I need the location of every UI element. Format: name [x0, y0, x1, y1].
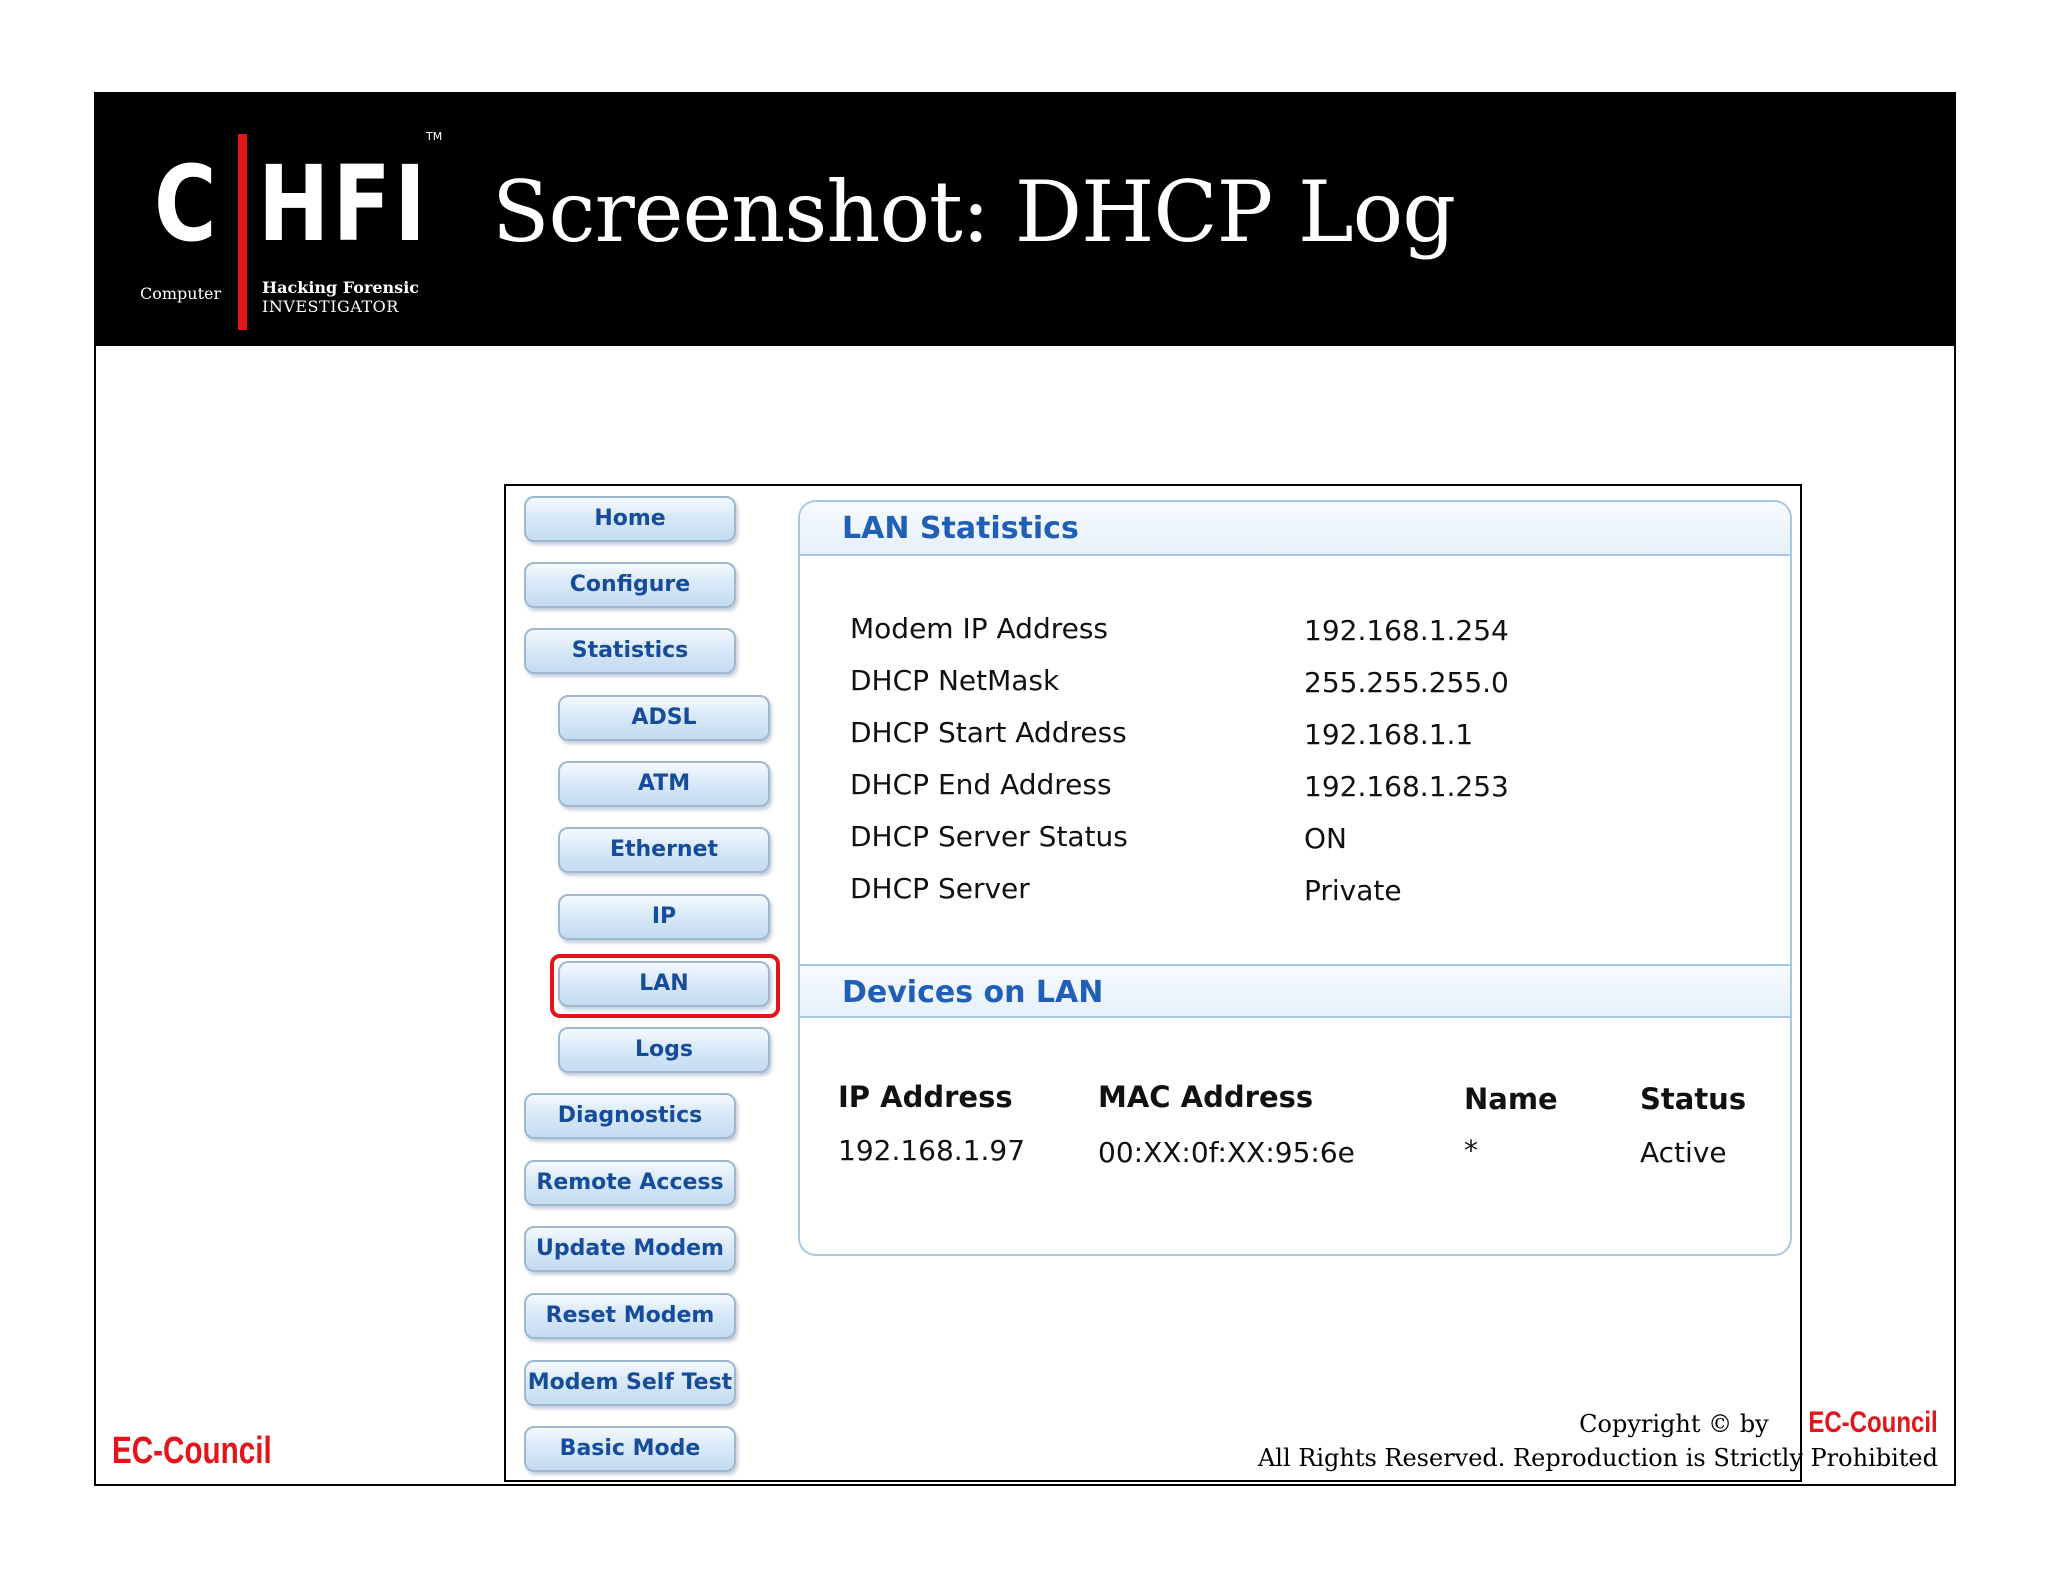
- stat-value: Private: [1304, 874, 1402, 907]
- page-title: Screenshot: DHCP Log: [492, 163, 1456, 261]
- logo-letters-hfi: HFI: [258, 143, 430, 265]
- stat-value: 192.168.1.253: [1304, 770, 1509, 803]
- device-mac-cell: 00:XX:0f:XX:95:6e: [1098, 1136, 1355, 1169]
- logo-red-bar: [238, 134, 247, 330]
- column-header-ip: IP Address: [838, 1080, 1013, 1114]
- nav-modem-self-test-button[interactable]: Modem Self Test: [524, 1360, 736, 1406]
- lan-selection-highlight: [550, 954, 780, 1018]
- nav-ip-button[interactable]: IP: [558, 894, 770, 940]
- stat-value: ON: [1304, 822, 1347, 855]
- nav-configure-button[interactable]: Configure: [524, 562, 736, 608]
- copyright-brand: EC-Council: [1808, 1406, 1938, 1439]
- nav-ethernet-button[interactable]: Ethernet: [558, 827, 770, 873]
- nav-adsl-button[interactable]: ADSL: [558, 695, 770, 741]
- nav-home-button[interactable]: Home: [524, 496, 736, 542]
- nav-basic-mode-button[interactable]: Basic Mode: [524, 1426, 736, 1472]
- copyright-prefix: Copyright © by: [1579, 1410, 1777, 1438]
- rights-notice: All Rights Reserved. Reproduction is Strictly Prohibited: [1257, 1444, 1938, 1472]
- stat-label: DHCP NetMask: [850, 664, 1060, 697]
- stat-value: 255.255.255.0: [1304, 666, 1509, 699]
- ec-council-brand: EC-Council: [112, 1430, 272, 1472]
- stat-label: DHCP Server Status: [850, 820, 1128, 853]
- column-header-mac: MAC Address: [1098, 1080, 1314, 1114]
- device-ip-cell: 192.168.1.97: [838, 1134, 1026, 1167]
- copyright-line: [1579, 1406, 1938, 1440]
- nav-diagnostics-button[interactable]: Diagnostics: [524, 1093, 736, 1139]
- logo-trademark: TM: [426, 130, 443, 143]
- column-header-name: Name: [1464, 1082, 1558, 1116]
- device-name-cell: *: [1464, 1134, 1478, 1167]
- logo-subtitle-line2: INVESTIGATOR: [262, 297, 399, 316]
- nav-update-modem-button[interactable]: Update Modem: [524, 1226, 736, 1272]
- slide-header: [96, 94, 1954, 346]
- device-status-cell: Active: [1640, 1136, 1727, 1169]
- column-header-status: Status: [1640, 1082, 1747, 1116]
- nav-statistics-button[interactable]: Statistics: [524, 628, 736, 674]
- stat-value: 192.168.1.254: [1304, 614, 1509, 647]
- stat-label: DHCP Server: [850, 872, 1030, 905]
- logo-subtitle-line1: Hacking Forensic: [262, 278, 420, 297]
- lan-panel: [798, 500, 1792, 1256]
- nav-remote-access-button[interactable]: Remote Access: [524, 1160, 736, 1206]
- devices-on-lan-title: Devices on LAN: [800, 964, 1790, 1018]
- stat-label: DHCP Start Address: [850, 716, 1127, 749]
- nav-atm-button[interactable]: ATM: [558, 761, 770, 807]
- chfi-logo: [140, 114, 470, 334]
- slide: [94, 92, 1956, 1486]
- nav-logs-button[interactable]: Logs: [558, 1027, 770, 1073]
- stat-label: DHCP End Address: [850, 768, 1112, 801]
- nav-reset-modem-button[interactable]: Reset Modem: [524, 1293, 736, 1339]
- router-screenshot: [504, 484, 1802, 1482]
- logo-computer-text: Computer: [140, 284, 222, 303]
- nav-lan-button[interactable]: LAN: [558, 961, 770, 1007]
- stat-label: Modem IP Address: [850, 612, 1109, 645]
- stat-value: 192.168.1.1: [1304, 718, 1474, 751]
- logo-letter-c: C: [154, 143, 217, 265]
- lan-statistics-title: LAN Statistics: [800, 502, 1790, 556]
